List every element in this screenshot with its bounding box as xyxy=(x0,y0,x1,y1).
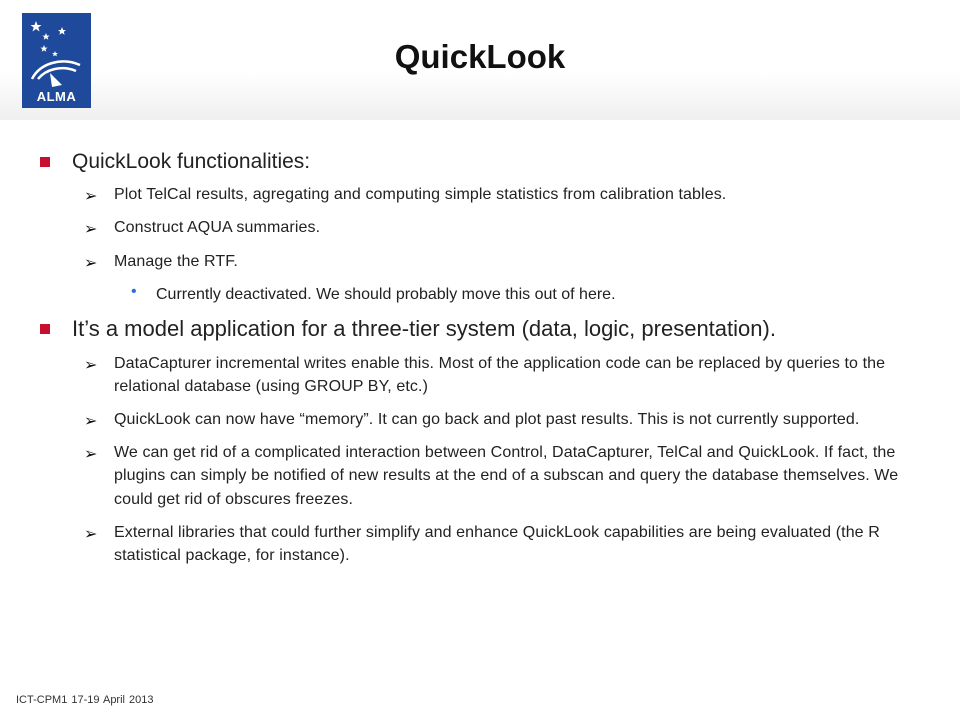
sub-bullet-text: We can get rid of a complicated interaction between Control, DataCapturer, TelCal and QuickLook. If fact, the plugins can simply be notified of new results at the end of a subscan and query the database themselves. We could get rid of obscures freezes. xyxy=(114,444,899,508)
sub-sub-bullet-item xyxy=(40,283,930,306)
arrow-bullet-icon: ➢ xyxy=(84,523,98,543)
sub-bullet-text: Construct AQUA summaries. xyxy=(114,219,321,237)
sub-bullet-item xyxy=(40,183,930,206)
slide-content xyxy=(40,148,930,577)
square-bullet-icon xyxy=(40,324,50,334)
sub-bullet-text: Plot TelCal results, agregating and computing simple statistics from calibration tables. xyxy=(114,186,727,204)
logo-text: ALMA xyxy=(36,89,77,104)
slide-header xyxy=(0,0,960,120)
sub-bullet-item xyxy=(40,216,930,239)
bullet-text: QuickLook functionalities: xyxy=(72,150,311,173)
slide-title: QuickLook xyxy=(394,38,566,75)
sub-bullet-text: QuickLook can now have “memory”. It can go back and plot past results. This is not currently supported. xyxy=(114,411,860,429)
sub-bullet-item xyxy=(40,250,930,273)
sub-bullet-item xyxy=(40,352,930,398)
arrow-bullet-icon: ➢ xyxy=(84,186,98,206)
sub-bullet-item xyxy=(40,521,930,567)
sub-bullet-item xyxy=(40,441,930,511)
bullet-item xyxy=(40,148,930,175)
arrow-bullet-icon: ➢ xyxy=(84,444,98,464)
sub-bullet-text: DataCapturer incremental writes enable this. Most of the application code can be replaced by queries to the relational database (using GROUP BY, etc.) xyxy=(114,354,886,395)
arrow-bullet-icon: ➢ xyxy=(84,219,98,239)
arrow-bullet-icon: ➢ xyxy=(84,411,98,431)
dot-bullet-icon: • xyxy=(131,282,137,300)
arrow-bullet-icon: ➢ xyxy=(84,354,98,374)
sub-bullet-text: External libraries that could further simplify and enhance QuickLook capabilities are being evaluated (the R statistical package, for instance). xyxy=(114,523,880,564)
square-bullet-icon xyxy=(40,157,50,167)
bullet-item xyxy=(40,315,930,344)
slide-footer: ICT-CPM1 17-19 April 2013 xyxy=(16,694,154,706)
bullet-text: It’s a model application for a three-tier system (data, logic, presentation). xyxy=(72,316,776,342)
sub-bullet-text: Manage the RTF. xyxy=(114,252,238,270)
sub-bullet-item xyxy=(40,408,930,431)
arrow-bullet-icon: ➢ xyxy=(84,252,98,272)
sub-sub-bullet-text: Currently deactivated. We should probably move this out of here. xyxy=(156,285,616,303)
